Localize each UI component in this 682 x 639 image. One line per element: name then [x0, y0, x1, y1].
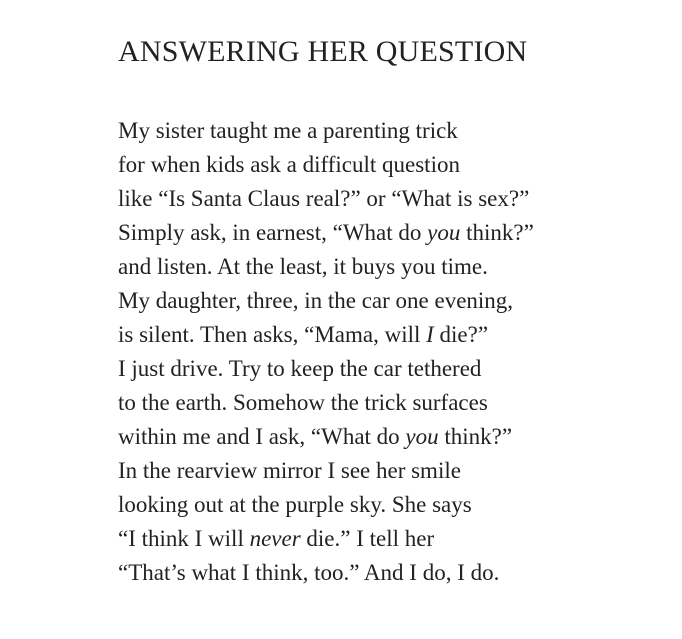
poem-title: ANSWERING HER QUESTION [118, 35, 528, 68]
poem-emphasis: you [405, 424, 439, 449]
poem-emphasis: you [427, 220, 461, 245]
poem-line [118, 250, 668, 284]
poem-text: looking out at the purple sky. She says [118, 492, 472, 517]
poem-text: within me and I ask, “What do [118, 424, 406, 449]
poem-text: think?” [438, 424, 513, 449]
poem-line [118, 556, 668, 590]
poem-text: to the earth. Somehow the trick surfaces [118, 390, 488, 415]
poem-text: die.” I tell her [300, 526, 435, 551]
poem-line [118, 216, 668, 250]
poem-line [118, 488, 668, 522]
poem-text: My sister taught me a parenting trick [118, 118, 458, 143]
poem-body [118, 114, 668, 590]
poem-line [118, 352, 668, 386]
poem-line [118, 114, 668, 148]
poem-line [118, 182, 668, 216]
poem-line [118, 386, 668, 420]
poem-text: In the rearview mirror I see her smile [118, 458, 461, 483]
poem-text: My daughter, three, in the car one evening, [118, 288, 514, 313]
poem-line [118, 522, 668, 556]
poem-text: think?” [460, 220, 534, 245]
poem-line [118, 284, 668, 318]
poem-text: “I think I will [118, 526, 250, 551]
poem-line [118, 318, 668, 352]
poem-text: for when kids ask a difficult question [118, 152, 460, 177]
poem-text: and listen. At the least, it buys you time. [118, 254, 488, 279]
poem-emphasis: never [249, 526, 301, 551]
poem-text: “That’s what I think, too.” And I do, I do. [118, 560, 500, 585]
poem-line [118, 420, 668, 454]
poem-line [118, 454, 668, 488]
poem-text: die?” [433, 322, 489, 347]
poem-text: I just drive. Try to keep the car tethered [118, 356, 482, 381]
poem-line [118, 148, 668, 182]
poem-text: is silent. Then asks, “Mama, will [118, 322, 427, 347]
poem [118, 34, 668, 590]
poem-text: Simply ask, in earnest, “What do [118, 220, 428, 245]
poem-text: like “Is Santa Claus real?” or “What is sex?” [118, 186, 530, 211]
poem-emphasis: I [426, 322, 434, 347]
